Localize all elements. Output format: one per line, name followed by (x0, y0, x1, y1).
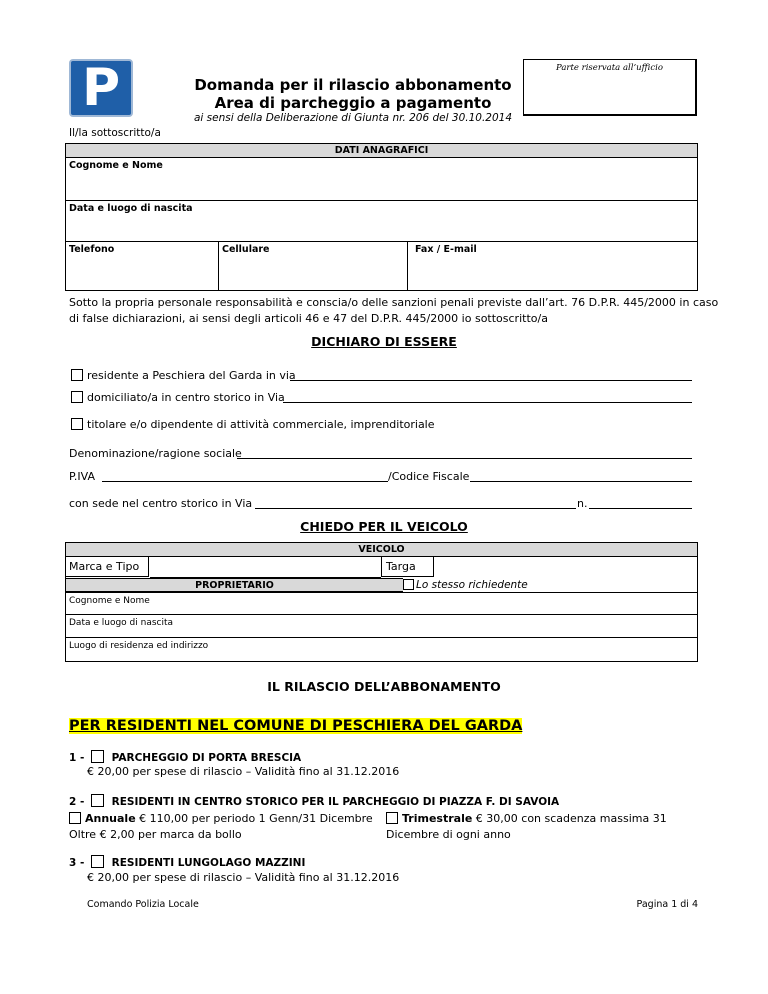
annuale-text: € 110,00 per periodo 1 Genn/31 Dicembre (135, 812, 373, 825)
trimestrale-line2: Dicembre di ogni anno (386, 828, 511, 841)
item3-number: 3 - (69, 857, 85, 869)
rilascio-title: IL RILASCIO DELL’ABBONAMENTO (267, 679, 501, 694)
titolare-option[interactable] (71, 418, 435, 431)
titolare-checkbox[interactable] (71, 418, 83, 430)
proprietario-residenza-label: Luogo di residenza ed indirizzo (69, 641, 209, 651)
codice-fiscale-label: /Codice Fiscale (388, 470, 470, 483)
marca-tipo-label: Marca e Tipo (66, 557, 149, 577)
sede-line[interactable] (255, 508, 576, 509)
proprietario-cognome-nome-label: Cognome e Nome (69, 596, 150, 606)
residenti-section-title (69, 715, 522, 734)
item1-desc: € 20,00 per spese di rilascio – Validità fino al 31.12.2016 (87, 765, 400, 778)
residente-label: residente a Peschiera del Garda in via (87, 369, 296, 382)
proprietario-header: PROPRIETARIO (66, 578, 403, 592)
domiciliato-via-line[interactable] (283, 402, 692, 403)
form-title-line1: Domanda per il rilascio abbonamento (194, 76, 512, 94)
stesso-richiedente-label: Lo stesso richiedente (416, 579, 528, 591)
cellulare-label: Cellulare (222, 244, 270, 255)
domiciliato-label: domiciliato/a in centro storico in Via (87, 391, 285, 404)
dati-anagrafici-header: DATI ANAGRAFICI (66, 144, 697, 158)
declaration-line2: di false dichiarazioni, ai sensi degli articoli 46 e 47 del D.P.R. 445/2000 io sottoscritto/a (69, 312, 548, 325)
item3-option[interactable] (69, 855, 305, 869)
residente-checkbox[interactable] (71, 369, 83, 381)
trimestrale-text: € 30,00 con scadenza massima 31 (472, 812, 667, 825)
stesso-richiedente-option[interactable] (403, 578, 528, 592)
annuale-checkbox[interactable] (69, 812, 81, 824)
veicolo-title: CHIEDO PER IL VEICOLO (300, 519, 468, 534)
item3-title: RESIDENTI LUNGOLAGO MAZZINI (111, 857, 306, 869)
proprietario-residenza-field[interactable] (66, 638, 697, 661)
form-subtitle: ai sensi della Deliberazione di Giunta nr. 206 del 30.10.2014 (193, 112, 513, 124)
data-luogo-nascita-label: Data e luogo di nascita (69, 203, 193, 214)
piva-label: P.IVA (69, 470, 96, 483)
proprietario-data-luogo-label: Data e luogo di nascita (69, 618, 174, 628)
sede-n-line[interactable] (589, 508, 692, 509)
item2-title: RESIDENTI IN CENTRO STORICO PER IL PARCHEGGIO DI PIAZZA F. DI SAVOIA (111, 796, 560, 808)
dichiaro-title: DICHIARO DI ESSERE (311, 334, 457, 349)
domiciliato-checkbox[interactable] (71, 391, 83, 403)
item1-title: PARCHEGGIO DI PORTA BRESCIA (111, 752, 302, 764)
item3-checkbox[interactable] (91, 855, 104, 868)
codice-fiscale-line[interactable] (470, 481, 692, 482)
item1-option[interactable] (69, 750, 301, 764)
denominazione-label: Denominazione/ragione sociale (69, 447, 242, 460)
residenti-title-text: PER RESIDENTI NEL COMUNE DI PESCHIERA DEL GARDA (69, 718, 523, 734)
titolare-label: titolare e/o dipendente di attività commerciale, imprenditoriale (87, 418, 435, 431)
footer-page-number: Pagina 1 di 4 (636, 899, 698, 910)
annuale-line2: Oltre € 2,00 per marca da bollo (69, 828, 242, 841)
annuale-option[interactable] (69, 812, 373, 825)
proprietario-cognome-nome-field[interactable] (66, 592, 697, 615)
targa-field[interactable] (434, 557, 697, 577)
sede-n-label: n. (577, 497, 588, 510)
intro-text: Il/la sottoscritto/a (69, 127, 161, 139)
trimestrale-option[interactable] (386, 812, 667, 825)
stesso-richiedente-checkbox[interactable] (403, 579, 414, 590)
item2-option[interactable] (69, 794, 559, 808)
residente-via-line[interactable] (290, 380, 692, 381)
office-reserved-label: Parte riservata all’ufficio (556, 63, 663, 73)
item2-number: 2 - (69, 796, 85, 808)
sede-label: con sede nel centro storico in Via (69, 497, 253, 510)
residente-option[interactable] (71, 369, 296, 382)
telefono-label: Telefono (69, 244, 115, 255)
item3-desc: € 20,00 per spese di rilascio – Validità fino al 31.12.2016 (87, 871, 400, 884)
parking-logo-icon: P (69, 59, 133, 117)
proprietario-data-luogo-field[interactable] (66, 615, 697, 638)
fax-email-label: Fax / E-mail (415, 244, 477, 255)
office-reserved-box (523, 59, 697, 116)
cellulare-field[interactable] (219, 242, 408, 290)
telefono-field[interactable] (66, 242, 219, 290)
dati-anagrafici-table (65, 143, 698, 291)
data-luogo-nascita-field[interactable] (66, 201, 697, 242)
veicolo-header: VEICOLO (66, 543, 697, 557)
targa-label: Targa (381, 557, 434, 577)
annuale-label: Annuale (85, 812, 136, 825)
item1-number: 1 - (69, 752, 85, 764)
footer-left: Comando Polizia Locale (87, 899, 199, 910)
veicolo-table (65, 542, 698, 662)
piva-line[interactable] (102, 481, 388, 482)
trimestrale-checkbox[interactable] (386, 812, 398, 824)
trimestrale-label: Trimestrale (402, 812, 473, 825)
cognome-nome-field[interactable] (66, 158, 697, 201)
declaration-line1: Sotto la propria personale responsabilità e conscia/o delle sanzioni penali previste dall’art. 76 D.P.R. 445/2000 in caso (69, 296, 719, 309)
domiciliato-option[interactable] (71, 391, 285, 404)
item1-checkbox[interactable] (91, 750, 104, 763)
fax-email-field[interactable] (408, 242, 697, 290)
cognome-nome-label: Cognome e Nome (69, 160, 163, 171)
form-title-line2: Area di parcheggio a pagamento (214, 94, 492, 112)
marca-tipo-field[interactable] (150, 557, 381, 578)
item2-checkbox[interactable] (91, 794, 104, 807)
denominazione-line[interactable] (237, 458, 692, 459)
